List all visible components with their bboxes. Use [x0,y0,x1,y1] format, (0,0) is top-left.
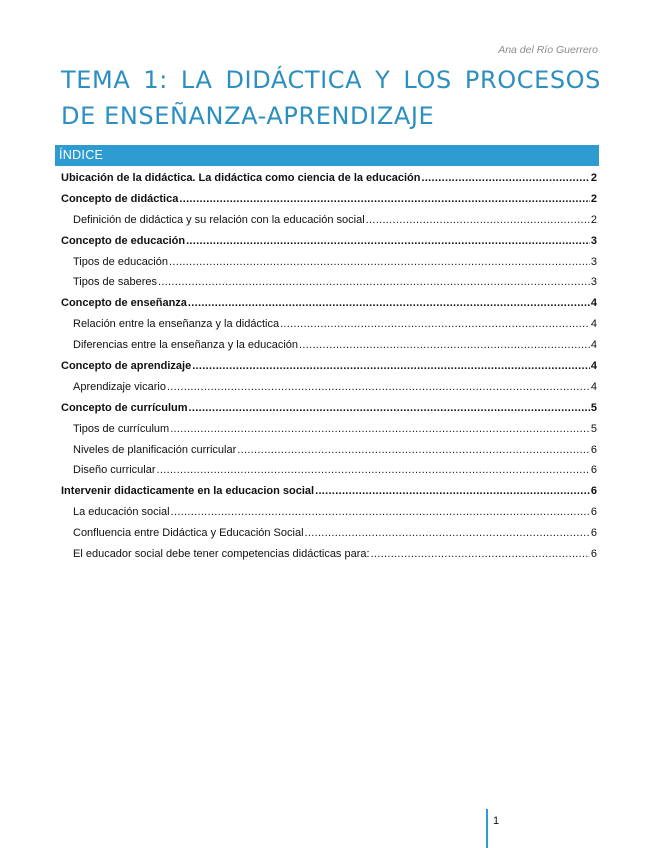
toc-entry-page: 4 [590,339,597,352]
toc-leader-dots [315,481,590,502]
toc-entry[interactable] [61,189,597,210]
toc-leader-dots [186,231,590,252]
toc-leader-dots [167,377,590,398]
toc-entry[interactable] [61,398,597,419]
toc-entry-title: Tipos de currículum [73,422,170,435]
toc-entry[interactable] [61,293,597,314]
toc-leader-dots [188,293,590,314]
toc-entry-title: Concepto de enseñanza [61,297,187,310]
toc-entry-page: 5 [590,422,597,435]
toc-entry[interactable] [61,168,597,189]
toc-entry-title: Tipos de saberes [73,276,157,289]
toc-entry-title: Diseño curricular [73,464,156,477]
toc-leader-dots [299,335,590,356]
toc-entry-title: Concepto de currículum [61,401,188,414]
toc-entry-title: Aprendizaje vicario [73,380,166,393]
toc-subentry[interactable] [61,252,597,273]
page-title: TEMA 1: LA DIDÁCTICA Y LOS PROCESOS DE ENSEÑANZA-APRENDIZAJE [61,66,601,130]
toc-leader-dots [189,398,590,419]
toc-subentry[interactable] [61,419,597,440]
toc-entry-page: 2 [590,213,597,226]
page-number: 1 [493,815,500,827]
toc-leader-dots [158,272,590,293]
toc-subentry[interactable] [61,460,597,481]
toc-entry-page: 6 [590,443,597,456]
toc-entry-page: 6 [590,527,597,540]
page-number-marker [486,809,488,848]
toc-entry-page: 6 [590,506,597,519]
toc-entry-page: 4 [590,318,597,331]
toc-entry-title: Diferencias entre la enseñanza y la educación [73,339,299,352]
toc-subentry[interactable] [61,377,597,398]
toc-leader-dots [305,523,590,544]
toc-entry-title: Tipos de educación [73,255,168,268]
toc-entry-title: Definición de didáctica y su relación con la educación social [73,213,365,226]
toc-entry-title: La educación social [73,506,170,519]
author-name: Ana del Río Guerrero [498,44,598,56]
table-of-contents [61,168,597,565]
toc-entry-page: 3 [590,255,597,268]
toc-entry-page: 4 [590,380,597,393]
toc-leader-dots [179,189,590,210]
toc-subentry[interactable] [61,523,597,544]
toc-entry-title: Concepto de aprendizaje [61,360,192,373]
toc-entry[interactable] [61,356,597,377]
toc-entry-page: 6 [590,548,597,561]
toc-subentry[interactable] [61,314,597,335]
toc-leader-dots [157,460,590,481]
toc-entry-title: Relación entre la enseñanza y la didáctica [73,318,280,331]
toc-entry[interactable] [61,231,597,252]
toc-leader-dots [371,544,590,565]
toc-entry-page: 4 [590,297,597,310]
toc-leader-dots [169,252,590,273]
toc-leader-dots [366,210,590,231]
toc-subentry[interactable] [61,272,597,293]
toc-entry-title: Niveles de planificación curricular [73,443,237,456]
toc-entry-page: 2 [590,172,597,184]
toc-leader-dots [192,356,590,377]
toc-entry-page: 6 [590,464,597,477]
toc-entry-page: 3 [590,234,597,247]
toc-entry-title: El educador social debe tener competencias didácticas para: [73,548,370,561]
toc-entry[interactable] [61,481,597,502]
toc-leader-dots [280,314,590,335]
toc-subentry[interactable] [61,502,597,523]
toc-entry-page: 5 [590,401,597,414]
toc-entry-page: 6 [590,485,597,498]
toc-entry-page: 3 [590,276,597,289]
toc-subentry[interactable] [61,210,597,231]
toc-leader-dots [171,502,590,523]
toc-leader-dots [421,168,589,189]
toc-entry-title: Ubicación de la didáctica. La didáctica como ciencia de la educación [61,172,421,184]
toc-entry-title: Concepto de didáctica [61,192,179,205]
toc-subentry[interactable] [61,440,597,461]
toc-subentry[interactable] [61,544,597,565]
toc-leader-dots [237,440,590,461]
toc-leader-dots [170,419,590,440]
toc-entry-page: 2 [590,192,597,205]
toc-entry-title: Intervenir didacticamente en la educacion social [61,485,315,498]
toc-entry-title: Confluencia entre Didáctica y Educación Social [73,527,304,540]
toc-entry-page: 4 [590,360,597,373]
toc-subentry[interactable] [61,335,597,356]
index-heading: ÍNDICE [55,145,599,166]
toc-entry-title: Concepto de educación [61,234,186,247]
